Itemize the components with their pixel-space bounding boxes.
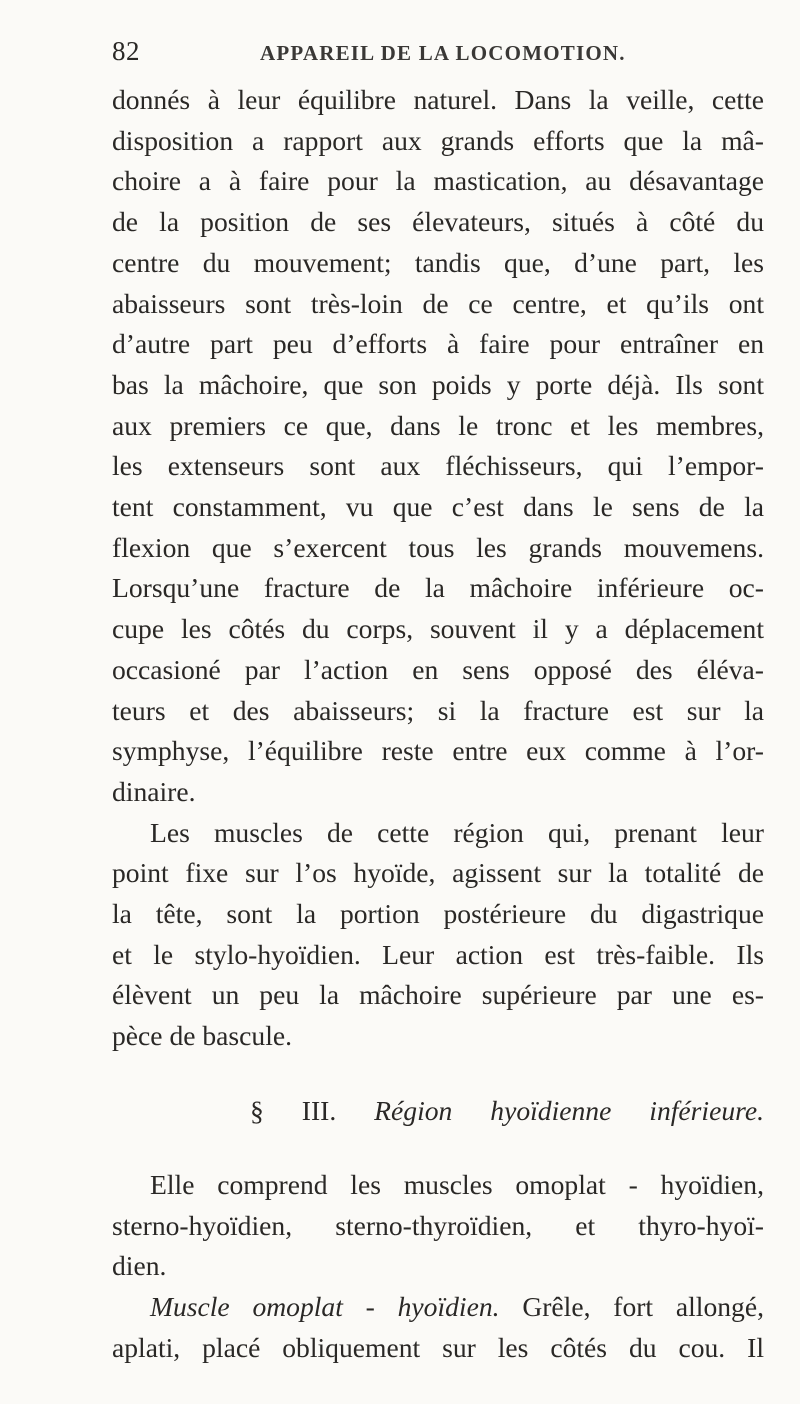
text-line	[112, 1287, 764, 1328]
running-title: APPAREIL DE LA LOCOMOTION.	[260, 41, 626, 65]
text-line: cupe les côtés du corps, souvent il y a déplacement	[112, 613, 764, 645]
text-line: occasioné par l’action en sens opposé des éléva-	[112, 653, 764, 685]
text-line: la tête, sont la portion postérieure du digastrique	[112, 898, 764, 930]
text-line: dinaire.	[112, 775, 196, 807]
section-heading	[112, 1091, 764, 1131]
text-line: Les muscles de cette région qui, prenant leur	[150, 816, 764, 848]
text-line: flexion que s’exercent tous les grands mouvemens.	[112, 531, 764, 563]
section-number: § III.	[250, 1094, 337, 1126]
page-header	[112, 36, 764, 80]
text-fragment: Grêle, fort allongé,	[499, 1290, 764, 1322]
muscle-name: Muscle omoplat - hyoïdien.	[150, 1290, 500, 1322]
text-line: élèvent un peu la mâchoire supérieure par une es-	[112, 979, 764, 1011]
text-line: les extenseurs sont aux fléchisseurs, qui l’empor-	[112, 450, 764, 482]
text-line: donnés à leur équilibre naturel. Dans la veille, cette	[112, 84, 764, 115]
paragraph-3	[112, 1165, 764, 1287]
text-line: abaisseurs sont très-loin de ce centre, et qu’ils ont	[112, 287, 764, 319]
page-body	[112, 80, 764, 1368]
section-title: Région hyoïdienne inférieure.	[374, 1094, 764, 1126]
text-line: teurs et des abaisseurs; si la fracture est sur la	[112, 694, 764, 726]
text-line: Elle comprend les muscles omoplat - hyoïdien,	[150, 1168, 764, 1200]
text-line: Lorsqu’une fracture de la mâchoire inférieure oc-	[112, 572, 764, 604]
text-line: disposition a rapport aux grands efforts que la mâ-	[112, 124, 764, 156]
text-line: symphyse, l’équilibre reste entre eux comme à l’or-	[112, 735, 764, 767]
text-line: sterno-hyoïdien, sterno-thyroïdien, et thyro-hyoï-	[112, 1209, 764, 1241]
paragraph-2	[112, 813, 764, 1057]
text-line: point fixe sur l’os hyoïde, agissent sur la totalité de	[112, 857, 764, 889]
text-line: aplati, placé obliquement sur les côtés du cou. Il	[112, 1331, 764, 1363]
text-line: choire a à faire pour la mastication, au désavantage	[112, 165, 764, 197]
paragraph-4	[112, 1287, 764, 1368]
text-line: tent constamment, vu que c’est dans le sens de la	[112, 491, 764, 523]
text-line: dien.	[112, 1250, 167, 1282]
text-line: et le stylo-hyoïdien. Leur action est très-faible. Ils	[112, 938, 764, 970]
text-line: aux premiers ce que, dans le tronc et les membres,	[112, 409, 764, 441]
text-line: de la position de ses élevateurs, situés à côté du	[112, 206, 764, 238]
text-line: centre du mouvement; tandis que, d’une part, les	[112, 246, 764, 278]
paragraph-1	[112, 80, 764, 813]
text-line: bas la mâchoire, que son poids y porte déjà. Ils sont	[112, 368, 764, 400]
text-line: d’autre part peu d’efforts à faire pour entraîner en	[112, 328, 764, 360]
page-number: 82	[112, 36, 140, 66]
text-line: pèce de bascule.	[112, 1020, 293, 1052]
